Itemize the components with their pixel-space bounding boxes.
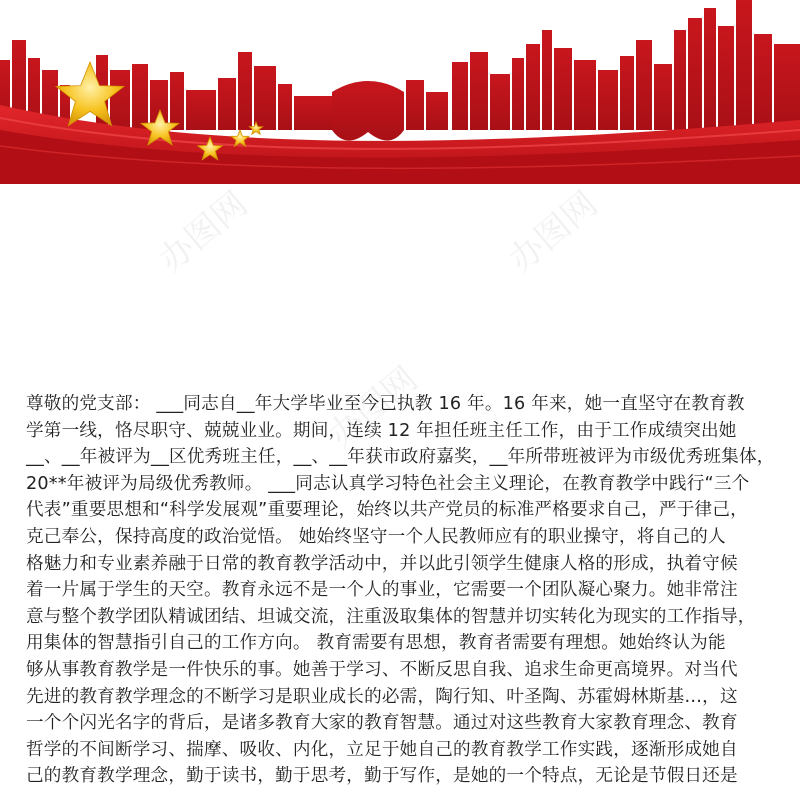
letter-line: 克己奉公，保持高度的政治觉悟。 她始终坚守一个人民教师应有的职业操守，将自己的人 [26,526,726,547]
letter-line: 格魅力和专业素养融于日常的教育教学活动中，并以此引领学生健康人格的形成，执着守候 [26,553,738,574]
letter-line: 着一片属于学生的天空。教育永远不是一个人的事业，它需要一个团队凝心聚力。她非常注 [26,580,738,601]
letter-line: 意与整个教学团队精诚团结、坦诚交流，注重汲取集体的智慧并切实转化为现实的工作指导， [26,606,756,627]
watermark: 办图网 [151,184,256,281]
letter-line: 先进的教育教学理念的不断学习是职业成长的必需，陶行知、叶圣陶、苏霍姆林斯基…，这 [26,686,738,707]
banner-graphic [0,0,800,184]
letter-body [26,391,778,790]
letter-line: 哲学的不间断学习、揣摩、吸收、内化，立足于她自己的教育教学工作实践，逐渐形成她自 [26,739,738,760]
letter-line: 够从事教育教学是一件快乐的事。她善于学习、不断反思自我、追求生命更高境界。对当代 [26,659,738,680]
letter-line: 代表”重要思想和“科学发展观”重要理论，始终以共产党员的标准严格要求自己，严于律己， [26,500,748,521]
watermark: 办图网 [321,359,426,456]
letter-line: 己的教育教学理念，勤于读书，勤于思考，勤于写作，是她的一个特点，无论是节假日还是 [26,766,738,787]
letter-line: 用集体的智慧指引自己的工作方向。 教育需要有思想，教育者需要有理想。她始终认为能 [26,633,726,654]
letter-line: 学第一线，恪尽职守、兢兢业业。期间，连续 12 年担任班主任工作，由于工作成绩突出她 [26,420,737,441]
letter-line: 尊敬的党支部： ___同志自__年大学毕业至今已执教 16 年。16 年来，她一直坚守在教育教 [26,394,745,414]
city-skyline-icon [0,0,800,141]
letter-line: 20**年被评为局级优秀教师。 ___同志认真学习特色社会主义理论，在教育教学中践行“三个 [26,473,750,494]
letter-line: 一个个闪光名字的背后，是诸多教育大家的教育智慧。通过对这些教育大家教育理念、教育 [26,713,738,734]
letter-line: __、__年被评为__区优秀班主任，__、__年获市政府嘉奖，__年所带班被评为市级优秀班集体， [26,447,775,468]
header-banner [0,0,800,184]
watermark: 办图网 [501,184,606,281]
